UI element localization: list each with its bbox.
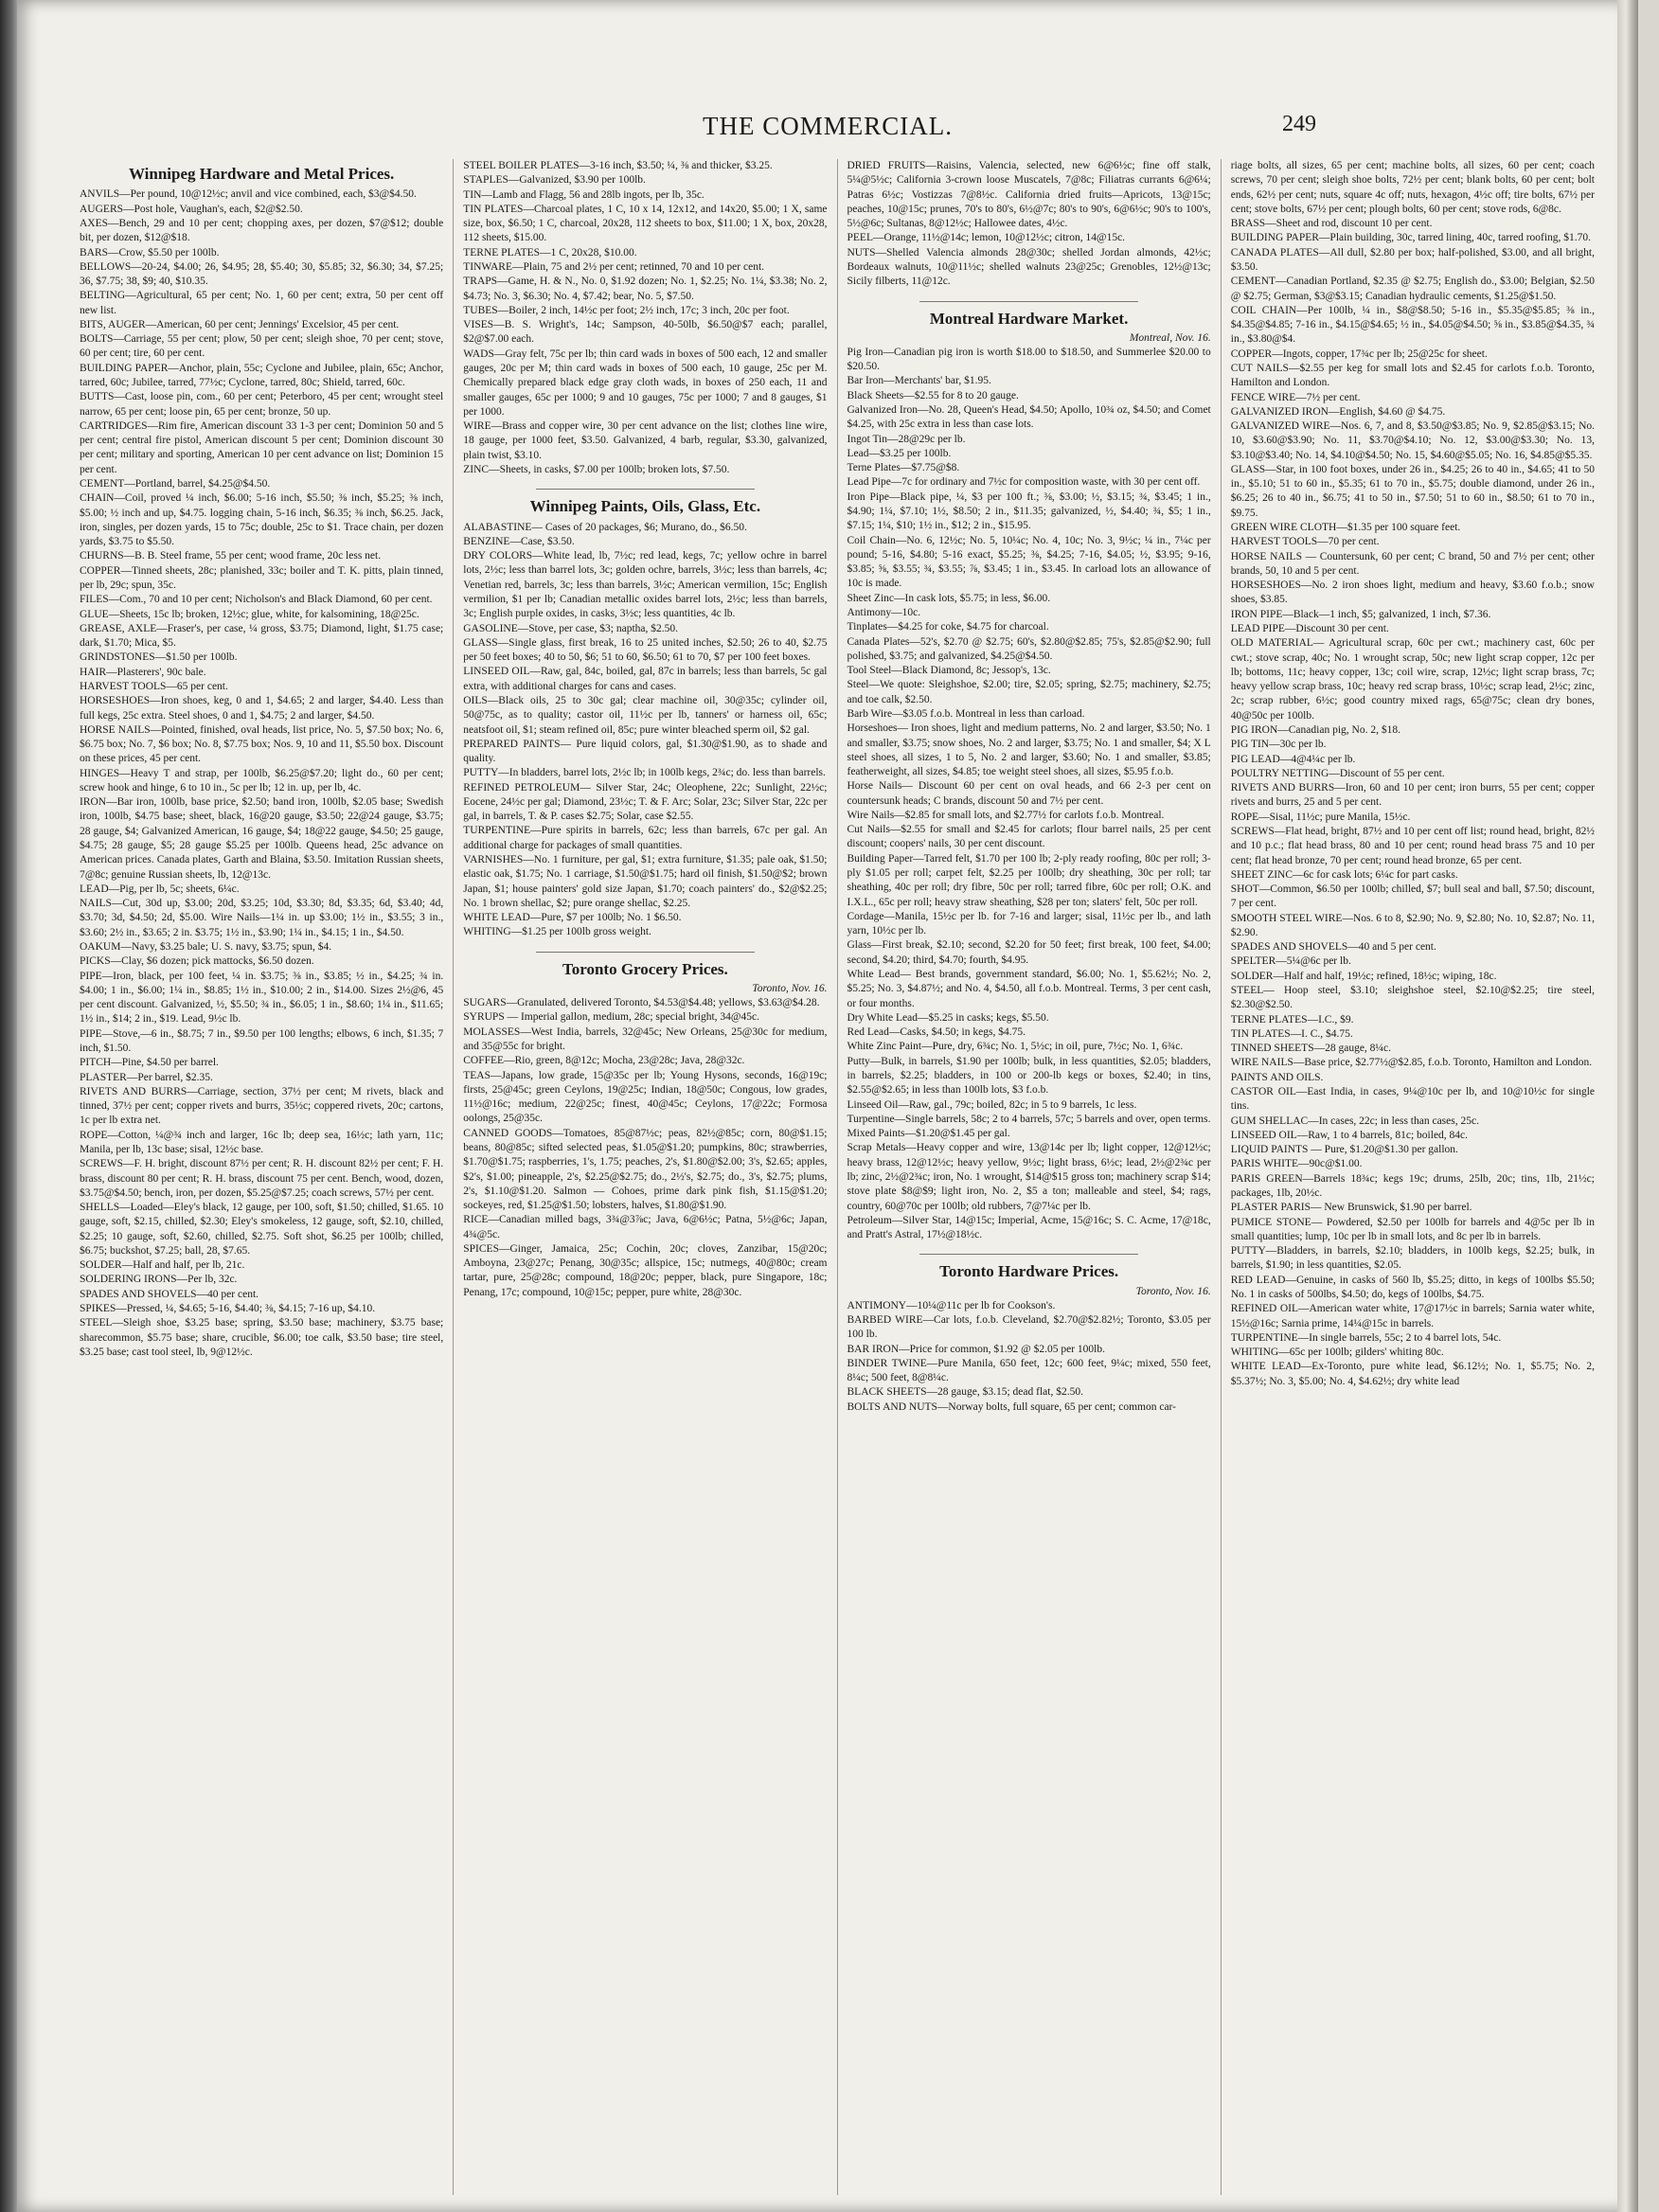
section-title: Winnipeg Paints, Oils, Glass, Etc. [529, 497, 761, 516]
section-dateline: Toronto, Nov. 16. [1135, 1285, 1211, 1297]
page-header [55, 112, 1600, 150]
page-number: 249 [1282, 112, 1316, 136]
section-dateline: Toronto, Nov. 16. [752, 983, 828, 995]
section-title: Montreal Hardware Market. [929, 309, 1129, 328]
section-body: ANTIMONY—10¼@11c per lb for Cookson's. BARBED WIRE—Car lots, f.o.b. Cleveland, $2.70@$2.82½; Toronto, $3.05 per 100 lb. BAR IRON—Price for common, $1.92 @ $2.05 per 100lb. BINDER TWINE—Pure Manila, 650 feet, 12c; 600 feet, 9¼c; mixed, 550 feet, 8¼c; 500 feet, 8@8¼c. BLACK SHEETS—28 gauge, $3.15; dead flat, $2.50. BOLTS AND NUTS—Norway bolts, full square, 65 per cent; common car- [847, 1299, 1211, 1413]
section-body: riage bolts, all sizes, 65 per cent; machine bolts, all sizes, 60 per cent; coach screws, 70 per cent; sleigh shoe bolts, 72½ per cent; blank bolts, 60 per cent; bolt ends, 62½ per cent; nuts, square 4c off; nuts, hexagon, 4½c off; tire bolts, 67½ per cent; stove bolts, 67½ per cent; plough bolts, 60 per cent; stove rods, 6@8c. BRASS—Sheet and rod, discount 10 per cent. BUILDING PAPER—Plain building, 30c, tarred lining, 40c, tarred roofing, $1.70. CANADA PLATES—All dull, $2.80 per box; half-polished, $3.00, and all bright, $3.50. CEMENT—Canadian Portland, $2.35 @ $2.75; English do., $3.00; Belgian, $2.50 @ $2.75; German, $3@$3.15; Canadian hydraulic cements, $1.25@$1.50. COIL CHAIN—Per 100lb, ¼ in., $8@$8.50; 5-16 in., $5.35@$5.85; ⅜ in., $4.35@$4.85; 7-16 in., $4.15@$4.65; ½ in., $4.05@$4.50; ⅝ in., $3.85@$4.35, ¾ in., $3.80@$4. COPPER—Ingots, copper, 17¾c per lb; 25@25c for sheet. CUT NAILS—$2.55 per keg for small lots and $2.45 for carlots f.o.b. Toronto, Hamilton and London. FENCE WIRE—7½ per cent. GALVANIZED IRON—English, $4.60 @ $4.75. GALVANIZED WIRE—Nos. 6, 7, and 8, $3.50@$3.85; No. 9, $2.85@$3.15; No. 10, $3.60@$3.90; No. 11, $3.70@$4.10; No. 12, $3.00@$3.30; No. 13, $3.10@$3.40; No. 14, $4.10@$4.50; No. 15, $4.60@$5.05; No. 16, $4.85@$5.35. GLASS—Star, in 100 foot boxes, under 26 in., $4.25; 26 to 40 in., $4.65; 41 to 50 in., $5.10; 51 to 60 in., $5.35; 61 to 70 in., $5.75; double diamond, under 26 in., $6.25; 26 to 40 in., $6.75; 41 to 50 in., $7.50; 51 to 60 in., $8.50; 61 to 70 in., $9.75. GREEN WIRE CLOTH—$1.35 per 100 square feet. HARVEST TOOLS—70 per cent. HORSE NAILS — Countersunk, 60 per cent; C brand, 50 and 7½ per cent; other brands, 50, 10 and 5 per cent. HORSESHOES—No. 2 iron shoes light, medium and heavy, $3.60 f.o.b.; snow shoes, $3.85. IRON PIPE—Black—1 inch, $5; galvanized, 1 inch, $7.36. LEAD PIPE—Discount 30 per cent. OLD MATERIAL— Agricultural scrap, 60c per cwt.; machinery cast, 60c per cwt.; stove scrap, 40c; No. 1 wrought scrap, 50c; new light scrap copper, 12c per lb; bottoms, 11c; heavy copper, 13c; coil wire, scrap, 12½c; light scrap brass, 7c; heavy yellow scrap brass, 10c; heavy red scrap brass, 10½c; scrap lead, 2½c; zinc, 2c; scrap rubber, 6½c; good country mixed rags, 65@75c; clean dry bones, 40@50c per 100lb. PIG IRON—Canadian pig, No. 2, $18. PIG TIN—30c per lb. PIG LEAD—4@4¼c per lb. POULTRY NETTING—Discount of 55 per cent. RIVETS AND BURRS—Iron, 60 and 10 per cent; iron burrs, 55 per cent; copper rivets and burrs, 25 and 5 per cent. ROPE—Sisal, 11½c; pure Manila, 15½c. SCREWS—Flat head, bright, 87½ and 10 per cent off list; round head, bright, 82½ and 10 p.c.; flat head brass, 80 and 10 per cent; round head brass 75 and 10 per cent; flat head bronze, 70 per cent; round head bronze, 65 per cent. SHEET ZINC—6c for cask lots; 6¼c for part casks. SHOT—Common, $6.50 per 100lb; chilled, $7; bull seal and ball, $7.50; discount, 7 per cent. SMOOTH STEEL WIRE—Nos. 6 to 8, $2.90; No. 9, $2.80; No. 10, $2.87; No. 11, $2.90. SPADES AND SHOVELS—40 and 5 per cent. SPELTER—5¼@6c per lb. SOLDER—Half and half, 19½c; refined, 18½c; wiping, 18c. STEEL— Hoop steel, $3.10; sleighshoe steel, $2.10@$2.25; tire steel, $2.30@$2.50. TERNE PLATES—I.C., $9. TIN PLATES—I. C., $4.75. TINNED SHEETS—28 gauge, 8¼c. WIRE NAILS—Base price, $2.77½@$2.85, f.o.b. Toronto, Hamilton and London. PAINTS AND OILS. CASTOR OIL—East India, in cases, 9¼@10c per lb, and 10@10½c for single tins. GUM SHELLAC—In cases, 22c; in less than cases, 25c. LINSEED OIL—Raw, 1 to 4 barrels, 81c; boiled, 84c. LIQUID PAINTS — Pure, $1.20@$1.30 per gallon. PARIS WHITE—90c@$1.00. PARIS GREEN—Barrels 18¾c; kegs 19c; drums, 25lb, 20c; tins, 1lb, 21½c; packages, 1lb, 20½c. PLASTER PARIS— New Brunswick, $1.90 per barrel. PUMICE STONE— Powdered, $2.50 per 100lb for barrels and 4@5c per lb in small quantities; lump, 10c per lb in small lots, and 8c per lb in barrels. PUTTY—Bladders, in barrels, $2.10; bladders, in 100lb kegs, $2.25; bulk, in barrels, $1.90; in less quantities, $2.05. RED LEAD—Genuine, in casks of 560 lb, $5.25; ditto, in kegs of 100lbs $5.50; No. 1 in casks of 500lbs, $4.50; do, kegs of 100lbs, $4.75. REFINED OIL—American water white, 17@17½c in barrels; Sarnia water white, 15½@16c; Sarnia prime, 14¼@15c in barrels. TURPENTINE—In single barrels, 55c; 2 to 4 barrel lots, 54c. WHITING—65c per 100lb; gilders' whiting 80c. WHITE LEAD—Ex-Toronto, pure white lead, $6.12½; No. 1, $5.75; No. 2, $5.37½; No. 3, $5.00; No. 4, $4.62½; dry white lead [1230, 160, 1595, 1387]
section-body: SUGARS—Granulated, delivered Toronto, $4.53@$4.48; yellows, $3.63@$4.28. SYRUPS — Imperial gallon, medium, 28c; special bright, 34@45c. MOLASSES—West India, barrels, 32@45c; New Orleans, 25@30c for medium, and 35@55c for bright. COFFEE—Rio, green, 8@12c; Mocha, 23@28c; Java, 28@32c. TEAS—Japans, low grade, 15@35c per lb; Young Hysons, seconds, 16@19c; firsts, 25@45c; green Ceylons, 19@25c; Indian, 18@50c; Congous, low grades, 11½@16c; medium, 22@25c; finest, 40@45c; Ceylons, 17@22c; Formosa oolongs, 25@35c. CANNED GOODS—Tomatoes, 85@87½c; peas, 82½@85c; corn, 80@$1.15; beans, 80@85c; sifted selected peas, $1.05@$1.20; pumpkins, 80c; strawberries, $1.70@$1.75; raspberries, 1's, 1.75; peaches, 2's, $1.80@$2.00; 3's, $2.65; apples, $2's, $1.00; pineapple, 2's, $2.25@$2.75; do., 2½'s, $2.75; do., 3's, $2.75; plums, 2's, $1.10@$1.20. Salmon — Cohoes, prime dark pink fish, $1.15@$1.20; sockeyes, red, $1.25@$1.50; lobsters, halves, $1.80@$1.90. RICE—Canadian milled bags, 3¾@3⅞c; Java, 6@6½c; Patna, 5½@6c; Japan, 4¾@5c. SPICES—Ginger, Jamaica, 25c; Cochin, 20c; cloves, Zanzibar, 15@20c; Amboyna, 23@27c; Penang, 30@35c; allspice, 15c; nutmegs, 40@80c; cream tartar, pure, 25@28c; compound, 18@20c; pepper, black, pure Singapore, 18c; Penang, 17c; compound, 10@15c; pepper, pure white, 28@30c. [463, 997, 828, 1298]
column-4 [1222, 159, 1604, 2195]
book-binding [0, 0, 17, 2212]
column-2 [454, 159, 837, 2195]
section-divider [919, 1254, 1138, 1255]
page-edge [1617, 0, 1638, 2212]
section-title: Toronto Grocery Prices. [562, 959, 728, 978]
section-body: STEEL BOILER PLATES—3-16 inch, $3.50; ¼, ⅜ and thicker, $3.25. STAPLES—Galvanized, $3.90 per 100lb. TIN—Lamb and Flagg, 56 and 28lb ingots, per lb, 35c. TIN PLATES—Charcoal plates, 1 C, 10 x 14, 12x12, and 14x20, $5.00; 1 X, same size, box, $6.50; 1 C, charcoal, 20x28, 112 sheets to box, $11.00; 1 X, box, 20x28, 112 sheets, $15.00. TERNE PLATES—1 C, 20x28, $10.00. TINWARE—Plain, 75 and 2½ per cent; retinned, 70 and 10 per cent. TRAPS—Game, H. & N., No. 0, $1.92 dozen; No. 1, $2.25; No. 1¼, $3.38; No. 2, $4.73; No. 3, $6.30; No. 4, $7.42; bear, No. 5, $7.50. TUBES—Boiler, 2 inch, 14½c per foot; 2½ inch, 17c; 3 inch, 20c per foot. VISES—B. S. Wright's, 14c; Sampson, 40-50lb, $6.50@$7 each; parallel, $2@$7.00 each. WADS—Gray felt, 75c per lb; thin card wads in boxes of 500 each, 12 and smaller gauges, 20c per M; thin card wads in boxes of 500 each, 10 gauge, 25c per M. Chemically prepared black edge gray cloth wads, in boxes of 250 each, 11 and smaller gauges, 65c per 1000; 9 and 10 gauges, 75c per 1000; 7 and 8 gauges, $1 per 1000. WIRE—Brass and copper wire, 30 per cent advance on the list; clothes line wire, 18 gauge, per 1000 feet, $3.50. Galvanized, 4 barb, regular, $3.30, galvanized, plain twist, $3.10. ZINC—Sheets, in casks, $7.00 per 100lb; broken lots, $7.50. [463, 160, 828, 475]
section-body: DRIED FRUITS—Raisins, Valencia, selected, new 6@6½c; fine off stalk, 5¼@5½c; California 3-crown loose Muscatels, 7@8c; Filiatras currants 6@6¼; Patras 6½c; Vostizzas 7@8½c. California dried fruits—Apricots, 13@15c; peaches, 10@15c; prunes, 70's to 80's, 6½@7c; 80's to 90's, 6@6½c; 90's to 100's, 5½@6c; Sultanas, 8@12½c; Hallowee dates, 4½c. PEEL—Orange, 11½@14c; lemon, 10@12½c; citron, 14@15c. NUTS—Shelled Valencia almonds 28@30c; shelled Jordan almonds, 42½c; Bordeaux walnuts, 10@11½c; shelled walnuts 23@25c; Grenobles, 12½@13c; Sicily filberts, 11@12c. [847, 160, 1211, 288]
section-title: Toronto Hardware Prices. [939, 1262, 1119, 1281]
section-divider [536, 952, 755, 953]
section-body: ANVILS—Per pound, 10@12½c; anvil and vice combined, each, $3@$4.50. AUGERS—Post hole, Vaughan's, each, $2@$2.50. AXES—Bench, 29 and 10 per cent; chopping axes, per dozen, $7@$12; double bit, per dozen, $12@$18. BARS—Crow, $5.50 per 100lb. BELLOWS—20-24, $4.00; 26, $4.95; 28, $5.40; 30, $5.85; 32, $6.30; 34, $7.25; 36, $7.75; 38, $9; 40, $10.35. BELTING—Agricultural, 65 per cent; No. 1, 60 per cent; extra, 50 per cent off new list. BITS, AUGER—American, 60 per cent; Jennings' Excelsior, 45 per cent. BOLTS—Carriage, 55 per cent; plow, 50 per cent; sleigh shoe, 70 per cent; stove, 60 per cent; tire, 60 per cent. BUILDING PAPER—Anchor, plain, 55c; Cyclone and Jubilee, plain, 65c; Anchor, tarred, 60c; Jubilee, tarred, 77½c; Cyclone, tarred, 80c; Shield, tarred, 60c. BUTTS—Cast, loose pin, com., 60 per cent; Peterboro, 45 per cent; wrought steel narrow, 65 per cent; loose pin, 65 per cent; bronze, 50 up. CARTRIDGES—Rim fire, American discount 33 1-3 per cent; Dominion 50 and 5 per cent; central fire pistol, American discount 5 per cent; Dominion discount 30 per cent; military and sporting, American 10 per cent advance on list; Dominion 15 per cent. CEMENT—Portland, barrel, $4.25@$4.50. CHAIN—Coil, proved ¼ inch, $6.00; 5-16 inch, $5.50; ⅜ inch, $5.25; ⅜ inch, $5.00; ½ inch and up, $4.75. logging chain, 5-16 inch, $6.35; ⅜ inch, $6.25. Jack, iron, singles, per dozen yards, 15 to 75c; double, 25c to $1. Trace chain, per dozen yards, $3.75 to $5.50. CHURNS—B. B. Steel frame, 55 per cent; wood frame, 20c less net. COPPER—Tinned sheets, 28c; planished, 33c; boiler and T. K. pitts, plain tinned, per lb, 29c; spun, 35c. FILES—Com., 70 and 10 per cent; Nicholson's and Black Diamond, 60 per cent. GLUE—Sheets, 15c lb; broken, 12½c; glue, white, for kalsomining, 18@25c. GREASE, AXLE—Fraser's, per case, ¼ gross, $3.75; Diamond, light, $1.75 case; dark, $1.70; Mica, $5. GRINDSTONES—$1.50 per 100lb. HAIR—Plasterers', 90c bale. HARVEST TOOLS—65 per cent. HORSESHOES—Iron shoes, keg, 0 and 1, $4.65; 2 and larger, $4.40. Less than full kegs, 25c extra. Steel shoes, 0 and 1, $4.75; 2 and larger, $4.50. HORSE NAILS—Pointed, finished, oval heads, list price, No. 5, $7.50 box; No. 6, $6.75 box; No. 7, $6 box; No. 8, $7.75 box; Nos. 9, 10 and 11, $5.50 box. Discount on these prices, 45 per cent. HINGES—Heavy T and strap, per 100lb, $6.25@$7.20; light do., 60 per cent; screw hook and hinge, 6 to 10 in., 5c per lb; 12 in. up, per lb, 4c. IRON—Bar iron, 100lb, base price, $2.50; band iron, 100lb, $2.05 base; Swedish iron, 100lb, $4.75 base; sheet, black, 16@20 gauge, $3.50; 22@24 gauge, $3.75; 28 gauge, $4; Galvanized American, 16 gauge, $4; 18@22 gauge, $4.50; 25 gauge, $4.75; 28 gauge, $5; 28 gauge $5.25 per 100lb. Queens head, 25c advance on American prices. Canada plates, Garth and Blaina, $3.50. Imitation Russian sheets, 7@8c; genuine Russian sheets, lb, 12@13c. LEAD—Pig, per lb, 5c; sheets, 6¼c. NAILS—Cut, 30d up, $3.00; 20d, $3.25; 10d, $3.30; 8d, $3.35; 6d, $3.40; 4d, $3.70; 3d, $4.50; 2d, $5.00. Wire Nails—1¼ in. up $3.00; 1½ in., $3.55; 3 in., $3.60; 2½ in., $3.65; 2 in. $3.75; 1½ in., $3.90; 1¼ in., $4.15; 1 in., $4.50. OAKUM—Navy, $3.25 bale; U. S. navy, $3.75; spun, $4. PICKS—Clay, $6 dozen; pick mattocks, $6.50 dozen. PIPE—Iron, black, per 100 feet, ¼ in. $3.75; ⅜ in., $3.85; ½ in., $4.25; ¾ in. $4.00; 1 in., $6.00; 1¼ in., $8.85; 1½ in., $10.00; 2 in., $14.00. Sizes 2½@6, 45 per cent discount. Galvanized, ½, $5.50; ¾ in., $6.05; 1 in., $8.60; 1¼ in., $11.65; 1½ in., $14; 2 in., $19. Lead, 9½c lb. PIPE—Stove,—6 in., $8.75; 7 in., $9.50 per 100 lengths; elbows, 6 inch, $1.35; 7 inch, $1.50. PITCH—Pine, $4.50 per barrel. PLASTER—Per barrel, $2.35. RIVETS AND BURRS—Carriage, section, 37½ per cent; M rivets, black and tinned, 37½ per cent; copper rivets and burrs, 35½c; coppered rivets, 20c; cartons, 1c per lb extra net. ROPE—Cotton, ¼@¾ inch and larger, 16c lb; deep sea, 16½c; lath yarn, 11c; Manila, per lb, 13c base; sisal, 12½c base. SCREWS—F. H. bright, discount 87½ per cent; R. H. discount 82½ per cent; F. H. brass, discount 80 per cent; R. H. brass, discount 75 per cent. Bench, wood, dozen, $3.75@$4.50; bench, iron, per dozen, $5.25@$7.25; coach screws, 57½ per cent. SHELLS—Loaded—Eley's black, 12 gauge, per 100, soft, $1.50; chilled, $1.65. 10 gauge, soft, $2.15, chilled, $2.30; Eley's smokeless, 12 gauge, soft, $2.10, chilled, $2.25; 10 gauge, soft, $2.60, chilled, $2.75. Soft shot, $6.25 per 100lb; chilled, $6.75; buckshot, $7.25; ball, 28, $7.65. SOLDER—Half and half, per lb, 21c. SOLDERING IRONS—Per lb, 32c. SPADES AND SHOVELS—40 per cent. SPIKES—Pressed, ¼, $4.65; 5-16, $4.40; ⅜, $4.15; 7-16 up, $4.10. STEEL—Sleigh shoe, $3.25 base; spring, $3.50 base; machinery, $3.75 base; sharecommon, $5.75 base; share, crucible, $6.00; toe calk, $3.50 base; tire steel, $3.25 base; cast tool steel, lb, 9@12½c. [80, 188, 444, 1358]
newspaper-page [17, 0, 1638, 2212]
section-body: Pig Iron—Canadian pig iron is worth $18.00 to $18.50, and Summerlee $20.00 to $20.50. Bar Iron—Merchants' bar, $1.95. Black Sheets—$2.55 for 8 to 20 gauge. Galvanized Iron—No. 28, Queen's Head, $4.50; Apollo, 10¾ oz, $4.50; and Comet $4.25, with 25c extra in less than case lots. Ingot Tin—28@29c per lb. Lead—$3.25 per 100lb. Terne Plates—$7.75@$8. Lead Pipe—7c for ordinary and 7½c for composition waste, with 30 per cent off. Iron Pipe—Black pipe, ¼, $3 per 100 ft.; ⅜, $3.00; ½, $3.15; ¾, $3.45; 1 in., $4.90; 1¼, $7.10; 1½, $8.50; 2 in., $11.35; galvanized, ½, $4.40; ¾, $5; 1 in., $7.15; 1¼, $10; 1½ in., $12; 2 in., $15.95. Coil Chain—No. 6, 12½c; No. 5, 10¼c; No. 4, 10c; No. 3, 9½c; ¼ in., 7¼c per pound; 5-16, $4.80; 5-16 exact, $5.25; ⅜, $4.25; 7-16, $4.05; ½, $3.95; 9-16, $3.85; ⅝, $3.55; ¾, $3.55; ⅞, $3.45; 1 in., $3.45. In carload lots an allowance of 10c is made. Sheet Zinc—In cask lots, $5.75; in less, $6.00. Antimony—10c. Tinplates—$4.25 for coke, $4.75 for charcoal. Canada Plates—52's, $2.70 @ $2.75; 60's, $2.80@$2.85; 75's, $2.85@$2.90; full polished, $3.75; and galvanized, $4.25@$4.50. Tool Steel—Black Diamond, 8c; Jessop's, 13c. Steel—We quote: Sleighshoe, $2.00; tire, $2.05; spring, $2.75; machinery, $2.75; and toe calk, $2.50. Barb Wire—$3.05 f.o.b. Montreal in less than carload. Horseshoes— Iron shoes, light and medium patterns, No. 2 and larger, $3.50; No. 1 and smaller, $3.75; snow shoes, No. 2 and larger, $3.75; No. 1 and smaller, $4; X L steel shoes, all sizes, 1 to 5, No. 2 and larger, $3.60; No. 1 and smaller, $3.85; featherweight, all sizes, $4.85; toe weight steel shoes, all sizes, $5.95 f.o.b. Horse Nails— Discount 60 per cent on oval heads, and 66 2-3 per cent on countersunk heads; C brands, discount 50 and 7½ per cent. Wire Nails—$2.85 for small lots, and $2.77½ for carlots f.o.b. Montreal. Cut Nails—$2.55 for small and $2.45 for carlots; flour barrel nails, 25 per cent discount; coopers' nails, 30 per cent discount. Building Paper—Tarred felt, $1.70 per 100 lb; 2-ply ready roofing, 80c per roll; 3-ply $1.05 per roll; carpet felt, $2.25 per 100lb; dry sheathing, 30c per roll; tar sheathing, 40c per roll; dry fibre, 50c per roll; tarred fibre, 60c per roll; O.K. and I.X.L., 65c per roll; heavy straw sheathing, $28 per ton; slaters' felt, 50c per roll. Cordage—Manila, 15½c per lb. for 7-16 and larger; sisal, 11½c per lb., and lath yarn, 10½c per lb. Glass—First break, $2.10; second, $2.20 for 50 feet; first break, 100 feet, $4.00; second, $4.20; third, $4.70; fourth, $4.95. White Lead— Best brands, government standard, $6.00; No. 1, $5.62½; No. 2, $5.25; No. 3, $4.87½; and No. 4, $4.50, all f.o.b. Montreal. Terms, 3 per cent cash, or four months. Dry White Lead—$5.25 in casks; kegs, $5.50. Red Lead—Casks, $4.50; in kegs, $4.75. White Zinc Paint—Pure, dry, 6¾c; No. 1, 5½c; in oil, pure, 7½c; No. 1, 6¾c. Putty—Bulk, in barrels, $1.90 per 100lb; bulk, in less quantities, $2.05; bladders, in barrels, $2.25; bladders, in 100 or 200-lb kegs or boxes, $2.40; in tins, $2.55@$2.65; in less than 100lb lots, $3 f.o.b. Linseed Oil—Raw, gal., 79c; boiled, 82c; in 5 to 9 barrels, 1c less. Turpentine—Single barrels, 58c; 2 to 4 barrels, 57c; 5 barrels and over, open terms. Mixed Paints—$1.20@$1.45 per gal. Scrap Metals—Heavy copper and wire, 13@14c per lb; light copper, 12@12½c; heavy brass, 12@12½c; heavy yellow, 9½c; light brass, 6½c; lead, 2½@2¾c per lb; zinc, 2½@2¾c; iron, No. 1 wrought, $14@$15 gross ton; machinery scrap $14; stove plate $8@$9; light iron, No. 2, $5 a ton; malleable and steel, $4; rags, country, 60@70c per 100lb; old rubbers, 7@7¼c per lb. Petroleum—Silver Star, 14@15c; Imperial, Acme, 15@16c; S. C. Acme, 17@18c, and Pratt's Astral, 17½@18½c. [847, 346, 1211, 1241]
section-divider [919, 301, 1138, 302]
text-columns [70, 159, 1604, 2195]
column-3 [838, 159, 1222, 2195]
publication-title: THE COMMERCIAL. [703, 112, 953, 140]
section-dateline: Montreal, Nov. 16. [1129, 331, 1211, 344]
section-divider [536, 489, 755, 490]
section-title: Winnipeg Hardware and Metal Prices. [128, 165, 395, 183]
section-body: ALABASTINE— Cases of 20 packages, $6; Murano, do., $6.50. BENZINE—Case, $3.50. DRY COLORS—White lead, lb, 7½c; red lead, kegs, 7c; yellow ochre in barrel lots, 2½c; less than barrel lots, 3c; golden ochre, barrels, 3½c; less than barrels, 4c; Venetian red, barrels, 3c; less than barrels, 3½c; American vermilion, 15c; English vermilion, $1 per lb; Canadian metallic oxides barrel lots, 2½c; less than barrels, 3c; English purple oxides, in casks, 3½c; less quantities, 4c lb. GASOLINE—Stove, per case, $3; naptha, $2.50. GLASS—Single glass, first break, 16 to 25 united inches, $2.50; 26 to 40, $2.75 per 50 feet boxes; 40 to 50, $6; 51 to 60, $6.50; 61 to 70, $7 per 100 feet boxes. LINSEED OIL—Raw, gal, 84c, boiled, gal, 87c in barrels; less than barrels, 5c gal extra, with additional charges for cans and cases. OILS—Black oils, 25 to 30c gal; clear machine oil, 30@35c; cylinder oil, 50@75c, as to quality; castor oil, 11½c per lb, tanners' or harness oil, 65c; neatsfoot oil, $1; steam refined oil, 85c; pure winter bleached sperm oil, $2 gal. PREPARED PAINTS— Pure liquid colors, gal, $1.30@$1.90, as to shade and quality. PUTTY—In bladders, barrel lots, 2½c lb; in 100lb kegs, 2¾c; do. less than barrels. REFINED PETROLEUM— Silver Star, 24c; Oleophene, 22c; Sunlight, 22½c; Eocene, 24½c per gal; Diamond, 23½c; T. & F. Arc; Solar, 23c; Silver Star, 22c per gal, in barrels, T. & P. cases $2.75; Solar, case $2.55. TURPENTINE—Pure spirits in barrels, 62c; less than barrels, 67c per gal. An additional charge for packages of small quantities. VARNISHES—No. 1 furniture, per gal, $1; extra furniture, $1.35; pale oak, $1.50; elastic oak, $1.75; No. 1 carriage, $1.50@$1.75; hard oil finish, $1.50@$2; brown Japan, $1; house painters' gold size Japan, $1.70; coach painters' do., $2@$2.25; No. 1 brown shellac, $2; pure orange shellac, $2.25. WHITE LEAD—Pure, $7 per 100lb; No. 1 $6.50. WHITING—$1.25 per 100lb gross weight. [463, 521, 828, 938]
column-1 [70, 159, 454, 2195]
